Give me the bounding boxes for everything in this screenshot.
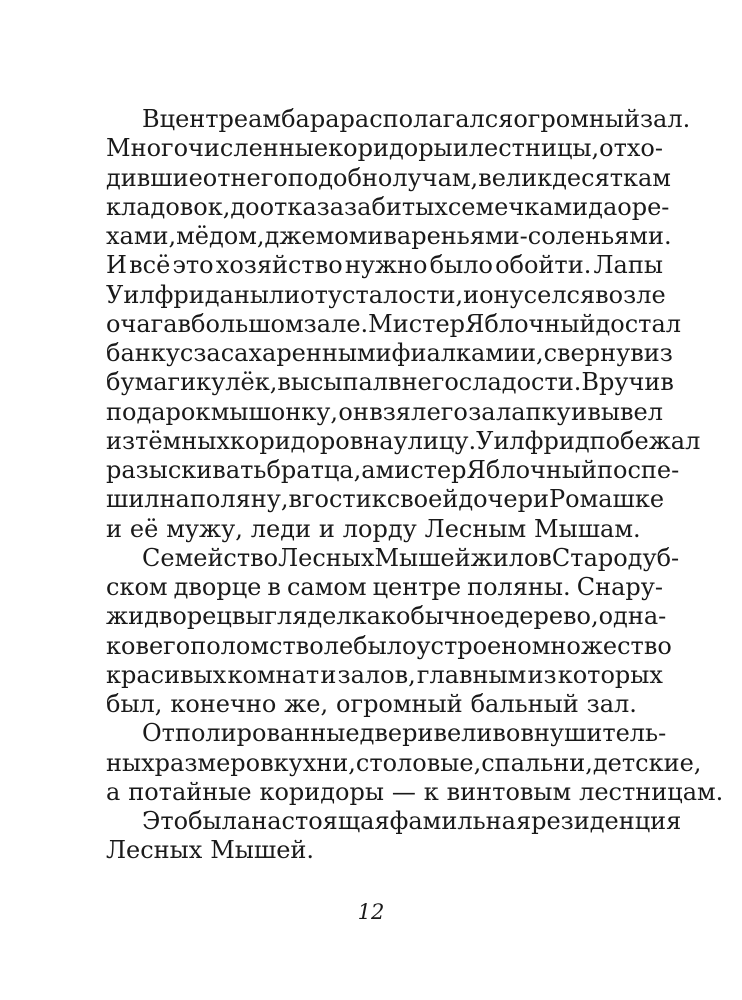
text-line: Это была настоящая фамильная резиденция xyxy=(142,807,682,835)
text-line: жи дворец выглядел как обычное дерево, одна- xyxy=(106,602,667,631)
paragraph xyxy=(106,543,680,720)
text-line: ском дворце в самом центре поляны. Снару- xyxy=(106,573,663,601)
text-line: из тёмных коридоров на улицу. Уилфрид побежал xyxy=(106,426,701,455)
text-line: ных размеров кухни, столовые, спальни, детские, xyxy=(106,748,702,777)
text-line: Многочисленные коридоры и лестницы, отхо- xyxy=(106,134,663,163)
text-line: бумаги кулёк, высыпал в него сладости. Вручив xyxy=(106,368,674,397)
text-line: хами, мёдом, джемом и вареньями-соленьями. xyxy=(106,222,672,250)
text-line: Уилфрида ныли от усталости, и он уселся возле xyxy=(106,280,666,309)
text-line: Отполированные двери вели во внушитель- xyxy=(142,719,667,748)
text-line: красивых комнат и залов, главным из которых xyxy=(106,660,663,689)
text-line: дившие от него подобно лучам, вели к десяткам xyxy=(106,163,671,192)
text-line: ко в его полом стволе было устроено множество xyxy=(106,631,672,660)
text-line: и её мужу, леди и лорду Лесным Мышам. xyxy=(106,514,641,543)
text-line: банку с засахаренными фиалками и, свернув из xyxy=(106,339,673,367)
paragraph xyxy=(106,105,701,544)
text-line: И всё это хозяйство нужно было обойти. Лапы xyxy=(106,251,663,280)
page-number: 12 xyxy=(357,900,385,924)
text-line: был, конечно же, огромный бальный зал. xyxy=(106,690,637,718)
paragraph xyxy=(106,807,682,866)
text-line: Лесных Мышей. xyxy=(106,836,315,865)
text-line: шил на поляну, в гости к своей дочери Ромашке xyxy=(106,485,665,514)
body-text xyxy=(106,105,724,866)
text-line: очага в большом зале. Мистер Яблочный достал xyxy=(106,309,682,338)
paragraph xyxy=(106,719,724,807)
text-line: кладовок, до отказа забитых семечками да оре- xyxy=(106,192,670,221)
text-line: разыскивать братца, а мистер Яблочный поспе- xyxy=(106,456,680,484)
text-line: подарок мышонку, он взял его за лапку и вывел xyxy=(106,397,663,426)
text-line: а потайные коридоры — к винтовым лестницам. xyxy=(106,777,724,806)
text-line: В центре амбара располагался огромный зал. xyxy=(142,105,691,133)
text-line: Семейство Лесных Мышей жило в Стародуб- xyxy=(142,543,680,572)
